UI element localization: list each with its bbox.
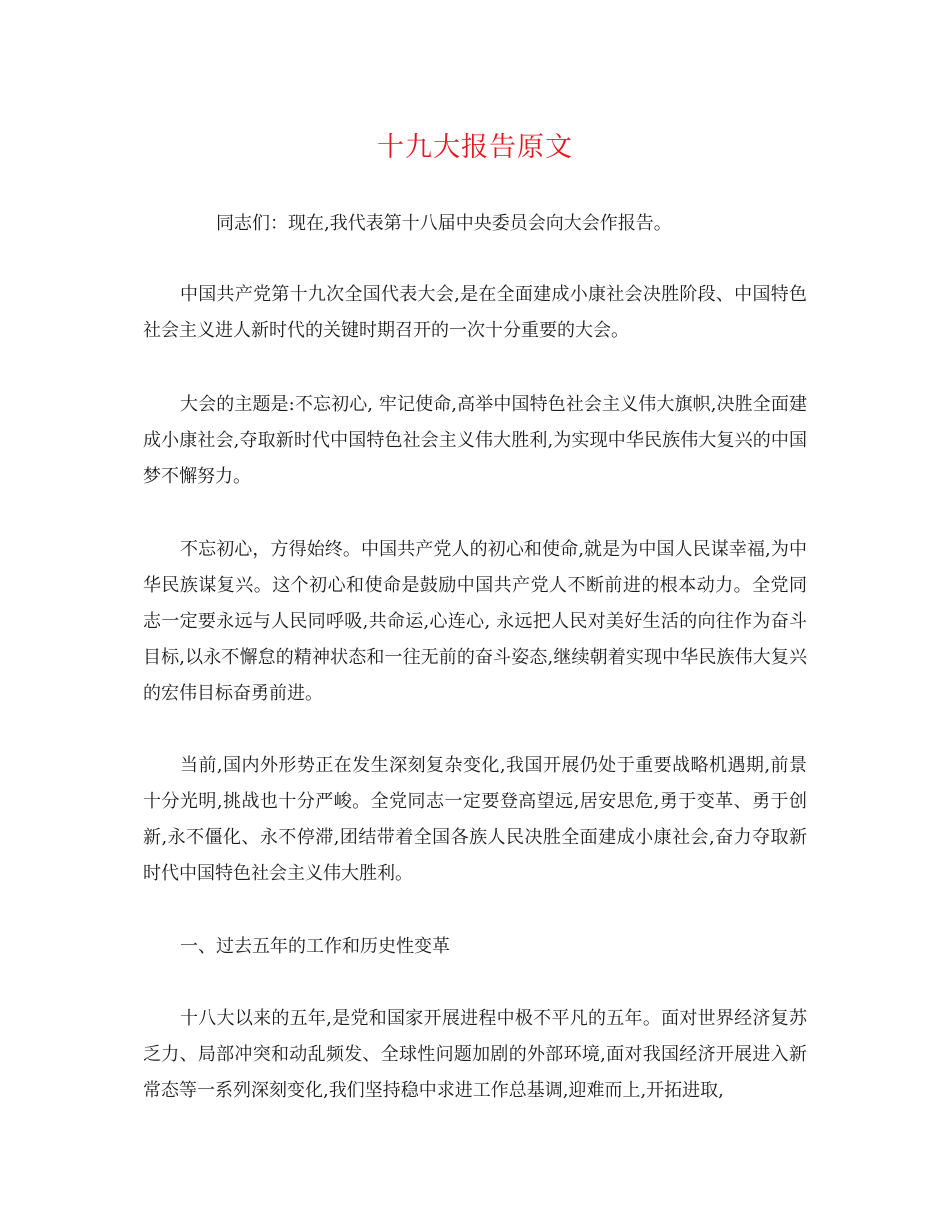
body-paragraph: 不忘初心，方得始终。中国共产党人的初心和使命,就是为中国人民谋幸福,为中华民族谋复兴。这个初心和使命是鼓励中国共产党人不断前进的根本动力。全党同志一定要永远与人民同呼吸,共命运,心连心, 永远把人民对美好生活的向往作为奋斗目标,以永不懈怠的精神状态和一往无前的奋斗姿态,继续朝着实现中华民族伟大复兴的宏伟目标奋勇前进。: [143, 539, 807, 704]
body-paragraph: 大会的主题是:不忘初心, 牢记使命,高举中国特色社会主义伟大旗帜,决胜全面建成小康社会,夺取新时代中国特色社会主义伟大胜利,为实现中华民族伟大复兴的中国梦不懈努力。: [143, 394, 807, 487]
body-paragraph: 十八大以来的五年,是党和国家开展进程中极不平凡的五年。面对世界经济复苏乏力、局部冲突和动乱频发、全球性问题加剧的外部环境,面对我国经济开展进入新常态等一系列深刻变化,我们坚持稳中求进工作总基调,迎难而上,开拓进取,: [143, 1008, 807, 1101]
document-title: 十九大报告原文: [377, 132, 573, 163]
body-paragraph: 中国共产党第十九次全国代表大会,是在全面建成小康社会决胜阶段、中国特色社会主义进人新时代的关键时期召开的一次十分重要的大会。: [143, 284, 807, 341]
section-heading: 一、过去五年的工作和历史性变革: [180, 936, 450, 957]
greeting-paragraph: 同志们：现在,我代表第十八届中央委员会向大会作报告。: [216, 213, 672, 234]
body-paragraph: 当前,国内外形势正在发生深刻复杂变化,我国开展仍处于重要战略机遇期,前景十分光明,挑战也十分严峻。全党同志一定要登高望远,居安思危,勇于变革、勇于创新,永不僵化、永不停滞,团结带着全国各族人民决胜全面建成小康社会,奋力夺取新时代中国特色社会主义伟大胜利。: [143, 755, 807, 884]
